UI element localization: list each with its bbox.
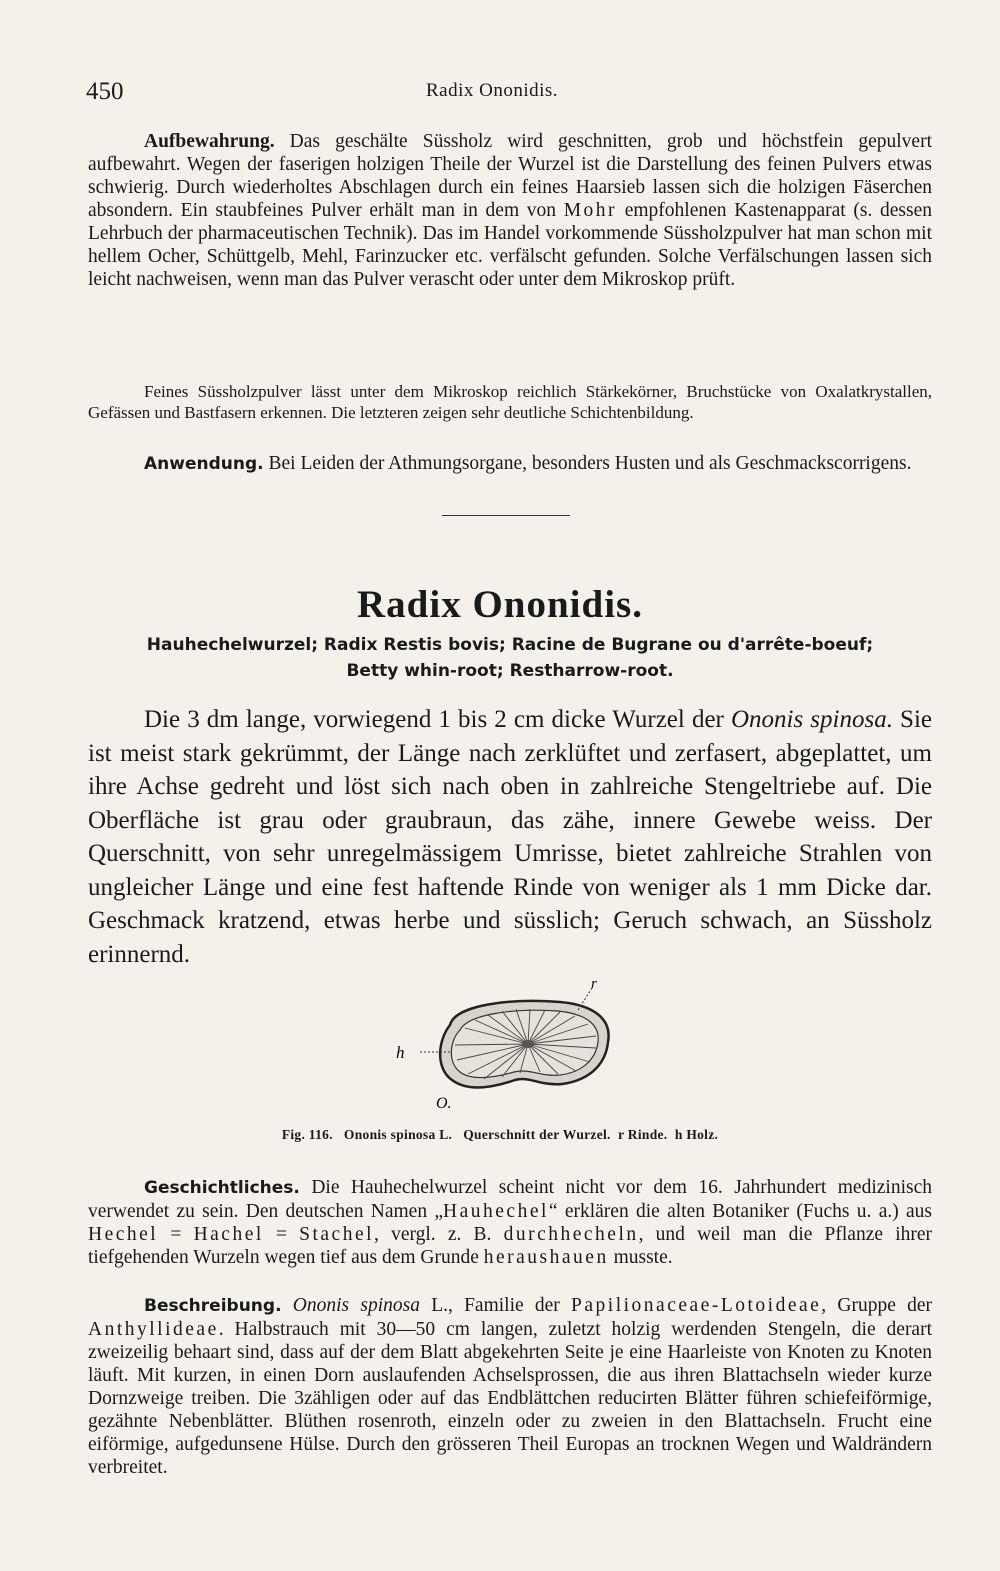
label-r: r	[591, 980, 597, 992]
section-divider	[442, 515, 570, 516]
beschreibung-label: Beschreibung.	[144, 1296, 282, 1316]
description-paragraph	[88, 703, 932, 971]
family-name: Papilionaceae-Lotoideae	[571, 1295, 822, 1316]
word-hachel: Hachel	[193, 1224, 264, 1245]
aufbewahrung-text-1: Das geschälte Süssholz wird geschnitten, grob und höchstfein gepulvert aufbewahrt. Wegen der faserigen holzigen Theile der Wurzel ist die Darstellung des feinen Pulvers etwas schwierig. Durch wiederholtes Abschlagen durch ein feines Haarsieb lassen sich die holzigen Fäserchen absondern. Ein staubfeines Pulver erhält man in dem von	[88, 131, 932, 221]
equals-1: =	[158, 1224, 194, 1245]
synonyms-line-2: Betty whin-root; Restharrow-root.	[346, 661, 674, 681]
anwendung-paragraph	[88, 452, 932, 476]
beschreibung-text-1: L., Familie der	[419, 1295, 572, 1316]
geschichtliches-text-2: “ erklären die alten Botaniker (Fuchs u. a.) aus	[548, 1201, 932, 1222]
geschichtliches-text-5: musste.	[608, 1247, 673, 1268]
anwendung-label: Anwendung.	[144, 454, 264, 474]
geschichtliches-text-3: , vergl. z. B.	[374, 1224, 504, 1245]
section-title: Radix Ononidis.	[357, 583, 643, 626]
synonyms-line-1: Hauhechelwurzel; Radix Restis bovis; Racine de Bugrane ou d'arrête-boeuf;	[146, 635, 874, 655]
root-cross-section-illustration	[380, 980, 640, 1110]
word-hauhechel: Hauhechel	[443, 1201, 549, 1222]
description-text-2: Sie ist meist stark gekrümmt, der Länge nach zerklüftet und zerfasert, abgeplattet, um ihre Achse gedreht und löst sich nach oben in zahlreiche Stengeltriebe auf. Die Oberfläche ist grau oder graubraun, das zähe, innere Gewebe weiss. Der Querschnitt, von sehr unregelmässigem Umrisse, bietet zahlreiche Strahlen von ungleicher Länge und eine fest haftende Rinde von weniger als 1 mm Dicke dar. Geschmack kratzend, etwas herbe und süsslich; Geruch schwach, an Süssholz erinnernd.	[88, 706, 932, 968]
page-number: 450	[86, 78, 124, 105]
word-stachel: Stachel	[299, 1224, 375, 1245]
running-title: Radix Ononidis.	[426, 80, 559, 101]
equals-2: =	[263, 1224, 300, 1245]
geschichtliches-text-4: , und weil man die Pflanze ihrer tiefgehenden Wurzeln wegen tief aus dem Grunde	[88, 1224, 933, 1268]
word-durchhecheln: durchhecheln	[503, 1224, 639, 1245]
beschreibung-paragraph	[88, 1294, 932, 1479]
label-o: O.	[436, 1095, 452, 1110]
beschreibung-species: Ononis spinosa	[292, 1295, 420, 1316]
aufbewahrung-text-2: empfohlenen Kastenapparat (s. dessen Lehrbuch der pharmaceutischen Technik). Das im Handel vorkommende Süssholzpulver hat man schon mit hellem Ocher, Schüttgelb, Mehl, Farinzucker etc. verfälscht gefunden. Solche Verfälschungen lassen sich leicht nachweisen, wenn man das Pulver verascht oder unter dem Mikroskop prüft.	[88, 200, 933, 290]
feines-text: Feines Süssholzpulver lässt unter dem Mikroskop reichlich Stärkekörner, Bruchstücke von Oxalatkrystallen, Gefässen und Bastfasern erkennen. Die letzteren zeigen sehr deutliche Schichtenbildung.	[88, 382, 932, 422]
beschreibung-text-2: , Gruppe der	[821, 1295, 933, 1316]
cross-section-shape	[440, 1001, 608, 1088]
geschichtliches-paragraph	[88, 1176, 932, 1269]
word-heraushauen: heraushauen	[483, 1247, 609, 1268]
root-cross-section-figure	[380, 980, 640, 1110]
feines-paragraph	[88, 381, 932, 423]
aufbewahrung-label: Aufbewahrung.	[144, 131, 275, 152]
geschichtliches-label: Geschichtliches.	[144, 1178, 300, 1198]
description-text-1: Die 3 dm lange, vorwiegend 1 bis 2 cm dicke Wurzel der	[144, 706, 731, 733]
figure-caption: Fig. 116. Ononis spinosa L. Querschnitt der Wurzel. r Rinde. h Holz.	[281, 1127, 719, 1142]
beschreibung-text-3: . Halbstrauch mit 30—50 cm langen, zuletzt holzig werdenden Stengeln, die derart zweizeilig behaart sind, dass auf der dem Blatt abgekehrten Seite je eine Haarleiste von Knoten zu Knoten läuft. Mit kurzen, in einen Dorn auslaufenden Achselsprossen, die aus ihren Blattachseln wieder kurze Dornzweige treiben. Die 3zähligen oder auf das Endblättchen reducirten Blätter führen schiefeiförmige, gezähnte Nebenblätter. Blüthen rosenroth, einzeln oder zu zweien in den Blattachseln. Frucht eine eiförmige, aufgedunsene Hülse. Durch den grösseren Theil Europas an trocknen Wegen und Waldrändern verbreitet.	[88, 1319, 932, 1478]
geschichtliches-text-1: Die Hauhechelwurzel scheint nicht vor dem 16. Jahrhundert medizinisch verwendet zu sein. Den deutschen Namen „	[88, 1177, 932, 1222]
group-name: Anthyllideae	[88, 1319, 219, 1340]
word-hechel: Hechel	[88, 1224, 159, 1245]
synonyms	[88, 632, 932, 684]
label-h: h	[396, 1043, 405, 1062]
aufbewahrung-paragraph	[88, 130, 932, 291]
anwendung-text: Bei Leiden der Athmungsorgane, besonders Husten und als Geschmackscorrigens.	[263, 453, 912, 474]
author-name-mohr: Mohr	[563, 200, 618, 221]
species-name: Ononis spinosa.	[730, 706, 893, 733]
page-header	[86, 78, 946, 110]
